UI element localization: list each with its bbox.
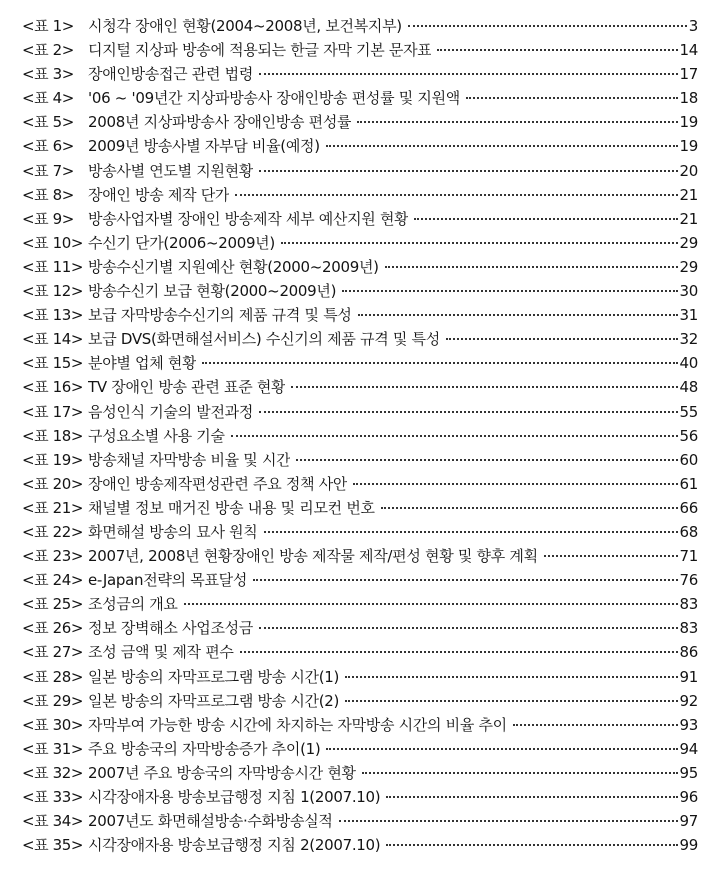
table-number: <표 22>	[22, 522, 84, 541]
dot-leader	[386, 796, 677, 798]
toc-entry[interactable]	[22, 833, 698, 857]
toc-entry[interactable]	[22, 183, 698, 207]
page-number: 21	[679, 209, 698, 228]
table-number: <표 29>	[22, 691, 84, 710]
dot-leader	[414, 218, 677, 220]
table-number: <표 19>	[22, 450, 84, 469]
page-number: 17	[679, 65, 698, 84]
table-number: <표 4>	[22, 89, 74, 108]
table-title: e-Japan전략의 목표달성	[88, 571, 248, 590]
dot-leader	[513, 724, 678, 726]
table-title: 보급 자막방송수신기의 제품 규격 및 특성	[88, 306, 352, 325]
dot-leader	[358, 314, 678, 316]
dot-leader	[259, 411, 677, 413]
table-number: <표 10>	[22, 233, 84, 252]
toc-entry[interactable]	[22, 159, 698, 183]
table-of-tables	[22, 14, 698, 857]
page-number: 61	[679, 474, 698, 493]
page-number: 83	[679, 619, 698, 638]
page-number: 71	[679, 547, 698, 566]
toc-entry[interactable]	[22, 665, 698, 689]
table-number: <표 14>	[22, 330, 84, 349]
table-number: <표 32>	[22, 763, 84, 782]
page-number: 40	[679, 354, 698, 373]
table-title: 수신기 단가(2006~2009년)	[88, 233, 275, 252]
table-title: TV 장애인 방송 관련 표준 현황	[88, 378, 286, 397]
table-number: <표 15>	[22, 354, 84, 373]
page-number: 3	[688, 17, 698, 35]
toc-entry[interactable]	[22, 640, 698, 664]
page-number: 68	[679, 522, 698, 541]
table-title: 조성 금액 및 제작 편수	[88, 643, 234, 662]
table-number: <표 17>	[22, 402, 84, 421]
table-title: 일본 방송의 자막프로그램 방송 시간(1)	[88, 667, 340, 686]
table-number: <표 27>	[22, 643, 84, 662]
table-number: <표 7>	[22, 161, 74, 180]
dot-leader	[326, 748, 677, 750]
dot-leader	[357, 121, 677, 123]
toc-entry[interactable]	[22, 713, 698, 737]
toc-entry[interactable]	[22, 761, 698, 785]
toc-entry[interactable]	[22, 424, 698, 448]
table-title: 시각장애자용 방송보급행정 지침 1(2007.10)	[88, 788, 381, 806]
toc-entry[interactable]	[22, 62, 698, 86]
table-title: 장애인 방송제작편성관련 주요 정책 사안	[88, 474, 348, 493]
table-title: 방송수신기 보급 현황(2000~2009년)	[88, 282, 337, 301]
toc-entry[interactable]	[22, 86, 698, 110]
dot-leader	[259, 627, 677, 629]
table-number: <표 28>	[22, 667, 84, 686]
dot-leader	[386, 844, 677, 846]
table-title: 화면해설 방송의 묘사 원칙	[88, 522, 258, 541]
page-number: 48	[679, 378, 698, 397]
table-number: <표 21>	[22, 498, 84, 517]
page-number: 92	[679, 691, 698, 710]
dot-leader	[259, 170, 677, 172]
table-title: 2007년 주요 방송국의 자막방송시간 현황	[88, 763, 356, 782]
table-title: 시청각 장애인 현황(2004~2008년, 보건복지부)	[88, 17, 402, 35]
toc-entry[interactable]	[22, 689, 698, 713]
table-title: 디지털 지상파 방송에 적용되는 한글 자막 기본 문자표	[88, 41, 432, 60]
page-number: 56	[679, 426, 698, 445]
table-number: <표 5>	[22, 113, 74, 132]
page-number: 18	[679, 89, 698, 108]
dot-leader	[291, 386, 677, 388]
page-number: 91	[679, 667, 698, 686]
table-number: <표 26>	[22, 619, 84, 638]
toc-entry[interactable]	[22, 375, 698, 399]
table-title: 방송수신기별 지원예산 현황(2000~2009년)	[88, 257, 379, 276]
toc-entry[interactable]	[22, 616, 698, 640]
table-title: 방송사별 연도별 지원현황	[88, 161, 254, 180]
page-number: 19	[679, 113, 698, 132]
page-number: 60	[679, 450, 698, 469]
toc-entry[interactable]	[22, 448, 698, 472]
table-title: 방송사업자별 장애인 방송제작 세부 예산지원 현황	[88, 209, 409, 228]
table-title: 장애인방송접근 관련 법령	[88, 65, 254, 84]
table-title: 보급 DVS(화면해설서비스) 수신기의 제품 규격 및 특성	[88, 330, 440, 349]
table-title: 2007년, 2008년 현황장애인 방송 제작물 제작/편성 현황 및 향후 계획	[88, 547, 538, 566]
table-number: <표 2>	[22, 41, 74, 60]
table-number: <표 31>	[22, 739, 84, 758]
dot-leader	[235, 194, 677, 196]
toc-entry[interactable]	[22, 255, 698, 279]
table-title: 주요 방송국의 자막방송증가 추이(1)	[88, 739, 321, 758]
toc-entry[interactable]	[22, 568, 698, 592]
table-number: <표 1>	[22, 17, 74, 35]
toc-entry[interactable]	[22, 207, 698, 231]
table-number: <표 20>	[22, 474, 84, 493]
page-number: 14	[679, 41, 698, 60]
page-number: 29	[679, 233, 698, 252]
toc-entry[interactable]	[22, 134, 698, 158]
toc-entry[interactable]	[22, 592, 698, 616]
table-title: 장애인 방송 제작 단가	[88, 185, 230, 204]
page-number: 29	[679, 257, 698, 276]
table-number: <표 24>	[22, 571, 84, 590]
table-number: <표 35>	[22, 836, 84, 855]
table-number: <표 6>	[22, 137, 74, 156]
dot-leader	[544, 555, 678, 557]
dot-leader	[339, 820, 678, 822]
dot-leader	[231, 435, 678, 437]
toc-entry[interactable]	[22, 809, 698, 833]
dot-leader	[466, 97, 678, 99]
dot-leader	[296, 459, 677, 461]
page-number: 32	[679, 330, 698, 349]
dot-leader	[385, 266, 678, 268]
dot-leader	[202, 362, 677, 364]
table-title: 구성요소별 사용 기술	[88, 426, 225, 445]
page-number: 20	[679, 161, 698, 180]
table-number: <표 9>	[22, 209, 74, 228]
dot-leader	[184, 603, 678, 605]
page-number: 83	[679, 595, 698, 614]
page-number: 19	[679, 137, 698, 156]
page-number: 66	[679, 498, 698, 517]
dot-leader	[345, 700, 677, 702]
toc-entry[interactable]	[22, 737, 698, 761]
dot-leader	[264, 531, 678, 533]
dot-leader	[240, 651, 678, 653]
table-number: <표 30>	[22, 715, 84, 734]
page-number: 97	[679, 812, 698, 831]
toc-entry[interactable]	[22, 110, 698, 134]
page-number: 99	[679, 836, 698, 855]
table-title: 분야별 업체 현황	[88, 354, 197, 373]
toc-entry[interactable]	[22, 279, 698, 303]
table-number: <표 8>	[22, 185, 74, 204]
table-title: 일본 방송의 자막프로그램 방송 시간(2)	[88, 691, 340, 710]
toc-entry[interactable]	[22, 14, 698, 38]
dot-leader	[281, 242, 678, 244]
page-number: 93	[679, 715, 698, 734]
table-title: 자막부여 가능한 방송 시간에 차지하는 자막방송 시간의 비율 추이	[88, 715, 507, 734]
dot-leader	[408, 25, 687, 27]
table-number: <표 13>	[22, 306, 84, 325]
toc-entry[interactable]	[22, 785, 698, 809]
page-number: 21	[679, 185, 698, 204]
table-title: 음성인식 기술의 발전과정	[88, 402, 254, 421]
dot-leader	[342, 290, 677, 292]
toc-entry[interactable]	[22, 544, 698, 568]
table-title: '06 ~ '09년간 지상파방송사 장애인방송 편성률 및 지원액	[88, 89, 460, 108]
table-number: <표 16>	[22, 378, 84, 397]
toc-entry[interactable]	[22, 496, 698, 520]
dot-leader	[381, 507, 678, 509]
table-title: 시각장애자용 방송보급행정 지침 2(2007.10)	[88, 836, 381, 855]
dot-leader	[326, 145, 678, 147]
table-number: <표 34>	[22, 812, 84, 831]
table-number: <표 18>	[22, 426, 84, 445]
dot-leader	[437, 49, 677, 51]
page-number: 30	[679, 282, 698, 301]
table-number: <표 33>	[22, 788, 84, 806]
toc-entry[interactable]	[22, 231, 698, 255]
table-title: 2009년 방송사별 자부담 비율(예정)	[88, 137, 320, 156]
table-title: 정보 장벽해소 사업조성금	[88, 619, 254, 638]
dot-leader	[253, 579, 677, 581]
toc-entry[interactable]	[22, 520, 698, 544]
table-number: <표 3>	[22, 65, 74, 84]
page-number: 96	[679, 788, 698, 806]
page-number: 55	[679, 402, 698, 421]
dot-leader	[345, 676, 677, 678]
table-number: <표 25>	[22, 595, 84, 614]
page-number: 95	[679, 763, 698, 782]
toc-entry[interactable]	[22, 38, 698, 62]
dot-leader	[362, 772, 678, 774]
toc-entry[interactable]	[22, 303, 698, 327]
page-number: 76	[679, 571, 698, 590]
dot-leader	[446, 338, 678, 340]
toc-entry[interactable]	[22, 400, 698, 424]
table-title: 2007년도 화면해설방송·수화방송실적	[88, 812, 333, 831]
table-number: <표 23>	[22, 547, 84, 566]
toc-entry[interactable]	[22, 327, 698, 351]
toc-entry[interactable]	[22, 351, 698, 375]
toc-entry[interactable]	[22, 472, 698, 496]
table-number: <표 12>	[22, 282, 84, 301]
table-title: 2008년 지상파방송사 장애인방송 편성률	[88, 113, 352, 132]
table-number: <표 11>	[22, 257, 84, 276]
dot-leader	[353, 483, 677, 485]
page-number: 94	[679, 739, 698, 758]
table-title: 조성금의 개요	[88, 595, 178, 614]
table-title: 채널별 정보 매거진 방송 내용 및 리모컨 번호	[88, 498, 375, 517]
page-number: 86	[679, 643, 698, 662]
table-title: 방송채널 자막방송 비율 및 시간	[88, 450, 291, 469]
page-number: 31	[679, 306, 698, 325]
dot-leader	[259, 73, 677, 75]
